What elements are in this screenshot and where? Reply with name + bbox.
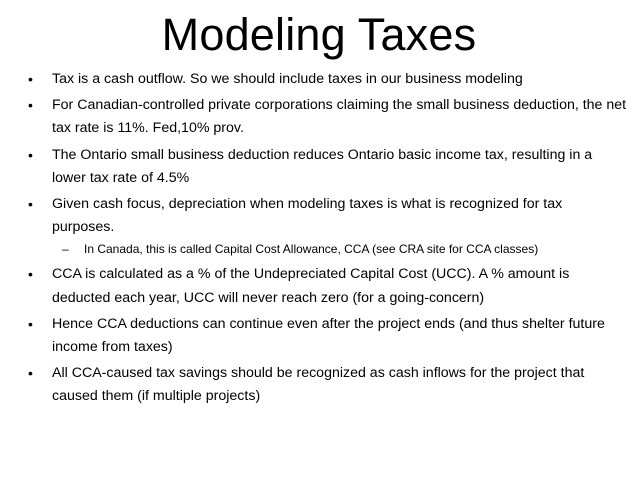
bullet-text: All CCA-caused tax savings should be recognized as cash inflows for the project that caused them (if multiple projects) [52,365,585,405]
bullet-text: Given cash focus, depreciation when modeling taxes is what is recognized for tax purposes. [52,196,563,236]
bullet-item [28,263,628,309]
bullet-text: Tax is a cash outflow. So we should include taxes in our business modeling [52,71,523,87]
bullet-list [28,68,628,412]
bullet-dot-icon: • [28,146,33,163]
bullet-item [28,144,628,190]
sub-bullet-item [28,239,628,260]
bullet-item [28,68,628,91]
bullet-text: CCA is calculated as a % of the Undepreciated Capital Cost (UCC). A % amount is deducted each year, UCC will never reach zero (for a going-concern) [52,266,570,306]
bullet-dot-icon: • [28,196,33,213]
bullet-item [28,362,628,408]
bullet-text: The Ontario small business deduction reduces Ontario basic income tax, resulting in a lower tax rate of 4.5% [52,146,593,186]
bullet-dot-icon: • [28,315,33,332]
bullet-dot-icon: • [28,266,33,283]
bullet-dot-icon: • [28,365,33,382]
bullet-item [28,193,628,239]
bullet-item [28,94,628,140]
slide-title: Modeling Taxes [161,9,477,60]
bullet-text: For Canadian-controlled private corporations claiming the small business deduction, the net tax rate is 11%. Fed,10% prov. [52,97,627,137]
bullet-item [28,313,628,359]
bullet-dot-icon: • [28,97,33,114]
bullet-dot-icon: • [28,71,33,87]
bullet-text: Hence CCA deductions can continue even after the project ends (and thus shelter future income from taxes) [52,315,605,356]
sub-bullet-text: In Canada, this is called Capital Cost Allowance, CCA (see CRA site for CCA classes) [84,242,539,257]
sub-bullet-dash-icon: – [62,242,69,257]
